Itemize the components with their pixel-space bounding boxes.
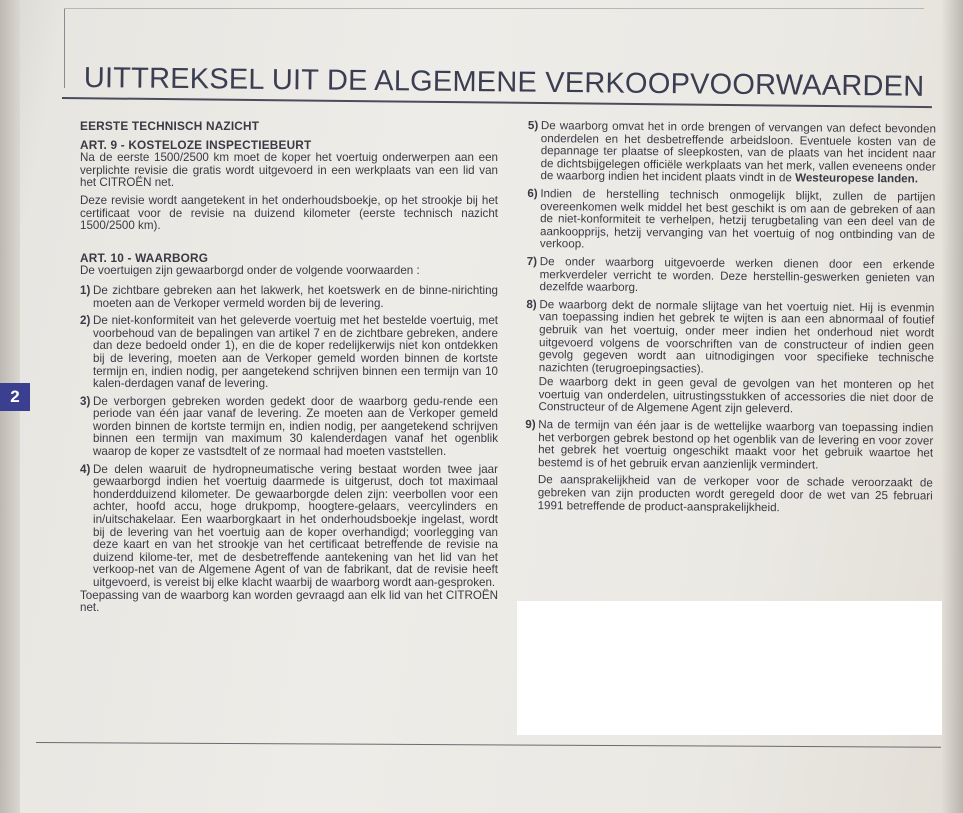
item-text: De delen waaruit de hydropneumatische vering bestaat worden twee jaar gewaarborgd indien het voertuig daarmede is uitgerust, doch tot maximaal honderdduizend kilometer. De gewaarborgde delen zijn: veerbollen voor een achter, hoofd accu, hoge drukpomp, hoogtere-gelaars, veercylinders en in/uitschakelaar. Een waarborgkaart in het onderhoudsboekje ingelast, wordt bij de levering van het voertuig aan de koper overhandigd; voorlegging van deze kaart en van het strookje van het certificaat betreffende de revisie na duizend kilome-ter, met de desbetreffende aantekening van het lid van het verkoop-net van de Algemene Agent of van de fabrikant, dat de revisie heeft uitgevoerd, is vereist bij elke klacht waarbij de waarborg wordt aan-gesproken. <box>93 462 498 589</box>
section-heading: EERSTE TECHNISCH NAZICHT <box>80 119 260 133</box>
paragraph: De voertuigen zijn gewaarborgd onder de volgende voorwaarden : <box>80 264 420 278</box>
sub-paragraph: De aansprakelijkheid van de verkoper voor de schade veroorzaakt de gebreken van zijn producten wordt geregeld door de wet van 25 februari 1991 betreffende de product-aansprakelijkheid. <box>537 473 933 514</box>
right-column <box>525 120 936 521</box>
item-number: 3) <box>80 394 91 408</box>
frame-line <box>64 8 924 9</box>
item-number: 4) <box>80 462 91 476</box>
item-number: 8) <box>526 297 537 311</box>
item-number: 9) <box>525 418 536 432</box>
list-item <box>80 315 498 391</box>
item-text: Na de termijn van één jaar is de wettelijke waarborg van toepassing indien het verborgen gebrek bestond op het ogenblik van de levering en voor zover het gebrek het voertuig ongeschikt maakt voor het gebruik waartoe het bestemd is of het gebruik ervan aanzienlijk vermindert. <box>537 418 934 472</box>
item-text: De verborgen gebreken worden gedekt door de waarborg gedu-rende een periode van één jaar vanaf de levering. Ze moeten aan de Verkoper gemeld worden binnen de kortste termijn en, indien nodig, per aangetekend schrijven binnen een termijn van maximum 30 kalenderdagen vanaf het ogenblik waarop de koper ze vastsdtelt of ze normaal had moeten vaststellen. <box>93 394 498 459</box>
item-text: Indien de herstelling technisch onmogelijk blijkt, zullen de partijen overeenkomen welk middel het best geschikt is om aan de gebreken of aan de niet-konformiteit te verhelpen, hetzij terugbetaling van een deel van de aankoopprijs, hetzij vervanging van het voertuig of nog ontbinding van de verkoop. <box>539 187 936 251</box>
list-item <box>526 299 935 378</box>
article-heading: ART. 9 - KOSTELOZE INSPECTIEBEURT <box>80 137 312 152</box>
page-title: UITTREKSEL UIT DE ALGEMENE VERKOOPVOORWAARDEN <box>83 62 925 103</box>
item-text: De waarborg dekt de normale slijtage van het voertuig niet. Hij is evenmin van toepassing indien het gebrek te wijten is aan een abnormaal of foutief gebruik van het voertuig, onder meer indien het onderhoud niet wordt uitgevoerd volgens de voorschriften van de constructeur of indien geen gevolg gegeven wordt aan uitnodigingen voor specifieke technische nazichten (terugroepingsacties). <box>538 297 935 376</box>
left-column <box>80 120 498 620</box>
item-text: De waarborg omvat het in orde brengen of vervangen van defect bevonden onderdelen en het desbetreffende arbeidsloon. Eventuele kosten van de depannage ter plaatse of sleepkosten, van de plaats van het incident naar de dichtsbijgelegen officiële werkplaats van het merk, vallen eveneens onder de waarborg indien het incident plaats vindt in de Westeuropese landen. <box>540 119 936 186</box>
list-item <box>80 464 498 590</box>
frame-line <box>64 8 65 88</box>
paragraph: Na de eerste 1500/2500 km moet de koper het voertuig onderwerpen aan een verplichte revisie die gratis wordt uitgevoerd in een werkplaats van een lid van het CITROËN net. <box>80 151 498 190</box>
article-heading: ART. 10 - WAARBORG <box>80 250 209 265</box>
page-number-tab: 2 <box>0 383 30 411</box>
closing-paragraph: Toepassing van de waarborg kan worden gevraagd aan elk lid van het CITROËN net. <box>80 588 498 615</box>
list-item <box>527 188 936 255</box>
bottom-rule <box>36 742 941 748</box>
item-text: De zichtbare gebreken aan het lakwerk, het koetswerk en de binne-nirichting moeten aan de Verkoper vermeld worden bij de levering. <box>93 283 498 310</box>
list-item <box>525 419 933 473</box>
item-text: De onder waarborg uitgevoerde werken dienen door een erkende merkverdeler verricht te worden. Deze herstellin-geswerken genieten van dezelfde waarborg. <box>539 255 935 295</box>
sub-paragraph: De waarborg dekt in geen geval de gevolgen van het monteren op het voertuig van onderdelen, uitrustingsstukken of accessories die niet door de Constructeur of de Algemene Agent zijn geleverd. <box>538 375 934 416</box>
item-emphasis: Westeuropese landen. <box>795 171 919 186</box>
list-item <box>527 120 936 187</box>
item-number: 7) <box>526 254 538 269</box>
item-text: De niet-konformiteit van het geleverde voertuig met het bestelde voertuig, met voorbehoud van de bepalingen van artikel 7 en de zichtbare gebreken, andere dan deze bedoeld onder 1), en die de koper redelijkerwijs niet kon ontdekken bij de levering, moeten aan de Verkoper gemeld worden binnen de kortste termijn en, indien nodig, per aangetekend schrijven binnen een termijn van 10 kalen-derdagen vanaf de levering. <box>93 314 498 391</box>
list-item <box>80 396 498 459</box>
page-shadow <box>941 0 963 813</box>
item-number: 2) <box>80 314 91 328</box>
item-number: 6) <box>527 186 538 201</box>
item-number: 5) <box>527 119 539 133</box>
paragraph: Deze revisie wordt aangetekent in het onderhoudsboekje, op het strookje bij het certificaat voor de revisie na duizend kilometer (eerste technisch nazicht 1500/2500 km). <box>80 193 498 233</box>
item-number: 1) <box>80 283 91 297</box>
blank-area <box>517 601 942 735</box>
list-item <box>526 256 934 297</box>
list-item <box>80 285 498 310</box>
